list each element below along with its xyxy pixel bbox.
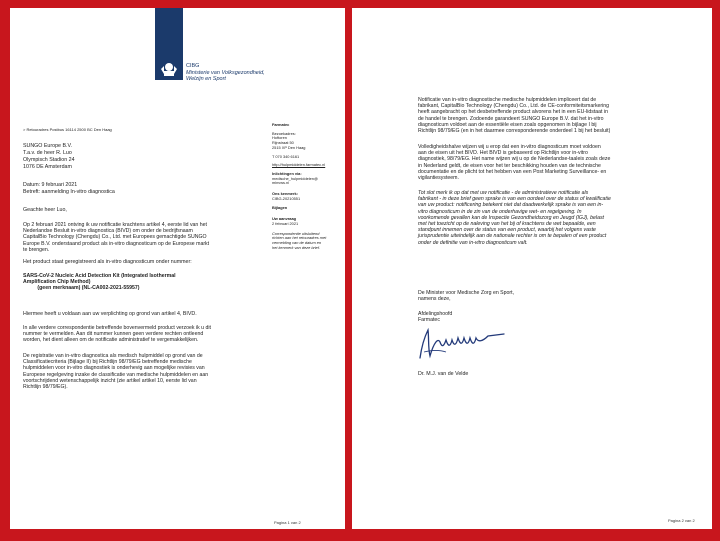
sidebar-line: Hoftoren <box>272 135 287 141</box>
text-line: Europese regelgeving inzake de classificatie van medische hulpmiddelen en aan <box>23 371 209 378</box>
product-registration <box>23 273 176 292</box>
text-line: Richtlijn 98/79/EG (en in het daarmee corresponderende onderdeel 1 bij het besluit) <box>418 128 611 135</box>
sidebar-kenmerk-label: Ons kenmerk: <box>272 191 298 197</box>
return-address: > Retouradres Postbus 16114 2500 BC Den Haag <box>23 127 112 132</box>
signature <box>416 324 512 364</box>
text-line: aan de eisen uit het BIVD. Het BIVD is gebaseerd op Richtlijn voor in-vitro <box>418 150 588 157</box>
text-line: hulpmiddelen voor in-vitro diagnostiek is onderhevig aan mogelijke revisies van <box>23 365 205 372</box>
text-line: Afdelingshoofd <box>418 311 453 317</box>
text-line: in Nederland geldt, de eisen voor het ter beschikking houden van de technische <box>418 162 601 169</box>
page-number: Pagina 1 van 2 <box>274 520 301 525</box>
paragraph-disclaimer <box>418 190 611 246</box>
sidebar-kenmerk: CIBG-20210551 <box>272 195 301 201</box>
text-line: In alle verdere correspondentie betreffende bovenvermeld product verzoek ik u dit <box>23 325 211 331</box>
salutation: Geachte heer Luo, <box>23 207 67 213</box>
paragraph-notification <box>418 97 610 134</box>
text-line: te brengen. <box>23 246 50 253</box>
text-line: namens deze, <box>418 296 451 303</box>
sidebar-info <box>272 123 326 250</box>
department <box>418 311 452 323</box>
text-line: heeft aangebracht op het desbetreffende product alvorens het in een EU-lidstaat in <box>418 109 608 116</box>
sidebar-note: vermelding van de datum en <box>272 239 322 245</box>
paragraph-intro <box>23 222 209 253</box>
signatory-name: Dr. M.J. van de Velde <box>418 371 469 377</box>
text-line: De registratie van in-vitro diagnostica als medisch hulpmiddel op grond van de <box>23 353 203 359</box>
text-line: standpunt innemen over de status van een product, waarbij het volgens vaste <box>418 227 596 234</box>
text-line: fabrikant, CapitalBio Technology (Chengdu) Co., Ltd. de CE-conformiteitsmarkering <box>418 103 610 110</box>
sidebar-aanvraag-label: Uw aanvraag <box>272 216 297 222</box>
paragraph-obligation: Hiermee heeft u voldaan aan uw verplichting op grond van artikel 4, BIVD. <box>23 311 197 317</box>
text-line: Richtlijn 98/79/EG). <box>23 384 68 391</box>
subject-line: Betreft: aanmelding In-vitro diagnostica <box>23 189 115 195</box>
closing <box>418 290 514 302</box>
paragraph-classification <box>23 353 208 390</box>
text-line: van uw product: notificering betekent niet dat daadwerkelijk sprake is van een in- <box>418 202 604 209</box>
date-line: Datum: 9 februari 2021 <box>23 182 78 188</box>
sidebar-line: 2515 XP Den Haag <box>272 144 306 150</box>
text-line: SARS-CoV-2 Nucleic Acid Detection Kit (Integrated Isothermal <box>23 273 176 279</box>
text-line: vigilantiesysteem. <box>418 175 459 182</box>
text-line: onder de definitie van in-vitro diagnosticum valt. <box>418 239 528 246</box>
paragraph-requirements <box>418 144 610 181</box>
text-line: de handel te brengen. Zodoende garandeert SUNGO Europe B.V. dat het in-vitro <box>418 115 604 122</box>
sidebar-inlichtingen-label: Inlichtingen via: <box>272 170 302 176</box>
text-line: vitro diagnosticum in de zin van de onderhavige wet- en regelgeving. In <box>418 208 582 215</box>
crest-icon <box>158 60 180 78</box>
text-line: Nederlandse Besluit in-vitro diagnostica (BIVD) om onder de bedrijfsnaam <box>23 228 193 235</box>
text-line: Farmatec <box>418 317 440 324</box>
text-line: fabrikant - in deze brief geen sprake is van een oordeel over de status of kwalificatie <box>418 196 611 203</box>
page-number: Pagina 2 van 2 <box>668 518 695 523</box>
sidebar-email[interactable]: medische_hulpmiddelen@ <box>272 175 318 181</box>
text-line: diagnosticum voldoet aan de essentiële eisen zoals opgenomen in bijlage I bij <box>418 121 597 128</box>
recipient-line: SUNGO Europe B.V. <box>23 143 72 149</box>
sidebar-note: richten aan het retouradres met <box>272 235 327 241</box>
sidebar-bijlagen-label: Bijlagen <box>272 205 288 211</box>
text-line: jurisprudentie uiteindelijk aan de nationale rechter is om te bepalen of een product <box>418 233 607 240</box>
text-line: Amplification Chip Method) <box>23 279 91 286</box>
org-name <box>186 63 265 83</box>
text-line: Op 2 februari 2021 ontving ik uw notificatie krachtens artikel 4, eerste lid van het <box>23 222 207 228</box>
paragraph-correspondence <box>23 325 211 344</box>
sidebar-phone: T 070 340 6161 <box>272 153 300 159</box>
sidebar-email[interactable]: minvws.nl <box>272 180 290 186</box>
text-line: De Minister voor Medische Zorg en Sport, <box>418 290 515 296</box>
letter-page-2 <box>352 8 712 529</box>
text-line: met het toezicht op de naleving van het bij of krachtens de wet bepaalde, een <box>418 221 596 228</box>
sidebar-aanvraag: 2 februari 2021 <box>272 220 299 226</box>
text-line: Volledigheidshalve wijzen wij u erop dat een in-vitro diagnosticum moet voldoen <box>418 144 601 150</box>
recipient-line: Olympisch Stadion 24 <box>23 157 75 163</box>
recipient-line: 1076 DE Amsterdam <box>23 164 72 170</box>
recipient-line: T.a.v. de heer R. Luo <box>23 150 72 156</box>
text-line: worden, het dient alleen om de notificatie administratief te vergemakkelijken. <box>23 337 199 344</box>
sidebar-url-link[interactable]: http://hulpmiddelen.farmatec.nl <box>272 162 326 168</box>
text-line: documentatie en de plicht tot het hebben van een Post Marketing Surveillance- en <box>418 168 607 175</box>
text-line: voortschrijdend wetenschappelijk inzicht (zie artikel artikel 10, eerste lid van <box>23 377 197 384</box>
paragraph-registration: Het product staat geregistreerd als in-vitro diagnosticum onder nummer: <box>23 259 192 265</box>
text-line: Classificatiecriteria (Bijlage II) bij Richtlijn 98/79/EG betreffende medische <box>23 359 192 366</box>
text-line: Tot slot merk ik op dat met uw notificatie - de administratieve notificatie als <box>418 190 589 196</box>
text-line: (geen merknaam) (NL-CA002-2021-55957) <box>23 285 140 292</box>
sidebar-line: Bezoekadres: <box>272 130 296 136</box>
ministry-line-1: Ministerie van Volksgezondheid, <box>186 69 265 76</box>
text-line: voorkomende gevallen kan de Inspectie Gezondheidszorg en Jeugd (IGJ), belast <box>418 214 604 221</box>
sidebar-note: Correspondentie uitsluitend <box>272 230 320 236</box>
text-line: nummer te vermelden. Aan dit nummer kunnen geen verdere rechten ontleend <box>23 331 204 338</box>
sidebar-line: Rijnstraat 50 <box>272 140 294 146</box>
sidebar-farmatec: Farmatec <box>272 122 290 127</box>
letter-page-1 <box>10 8 345 529</box>
org-abbrev: CIBG <box>186 63 200 69</box>
text-line: diagnostiek, 98/79/EG. Het name wijzen wij u op de Nederlandse-taaleis zoals deze <box>418 156 611 163</box>
text-line: Notificatie van in-vitro diagnostische medische hulpmiddelen impliceert dat de <box>418 97 597 103</box>
text-line: CapitalBio Technology (Chengdu) Co., Ltd. met Europees gemachtigde SUNGO <box>23 234 207 241</box>
text-line: Europe B.V. onderstaand product als in-vitro diagnosticum op de Europese markt <box>23 240 210 247</box>
sidebar-note: het kenmerk van deze brief. <box>272 244 321 250</box>
ministry-line-2: Welzijn en Sport <box>186 76 226 82</box>
